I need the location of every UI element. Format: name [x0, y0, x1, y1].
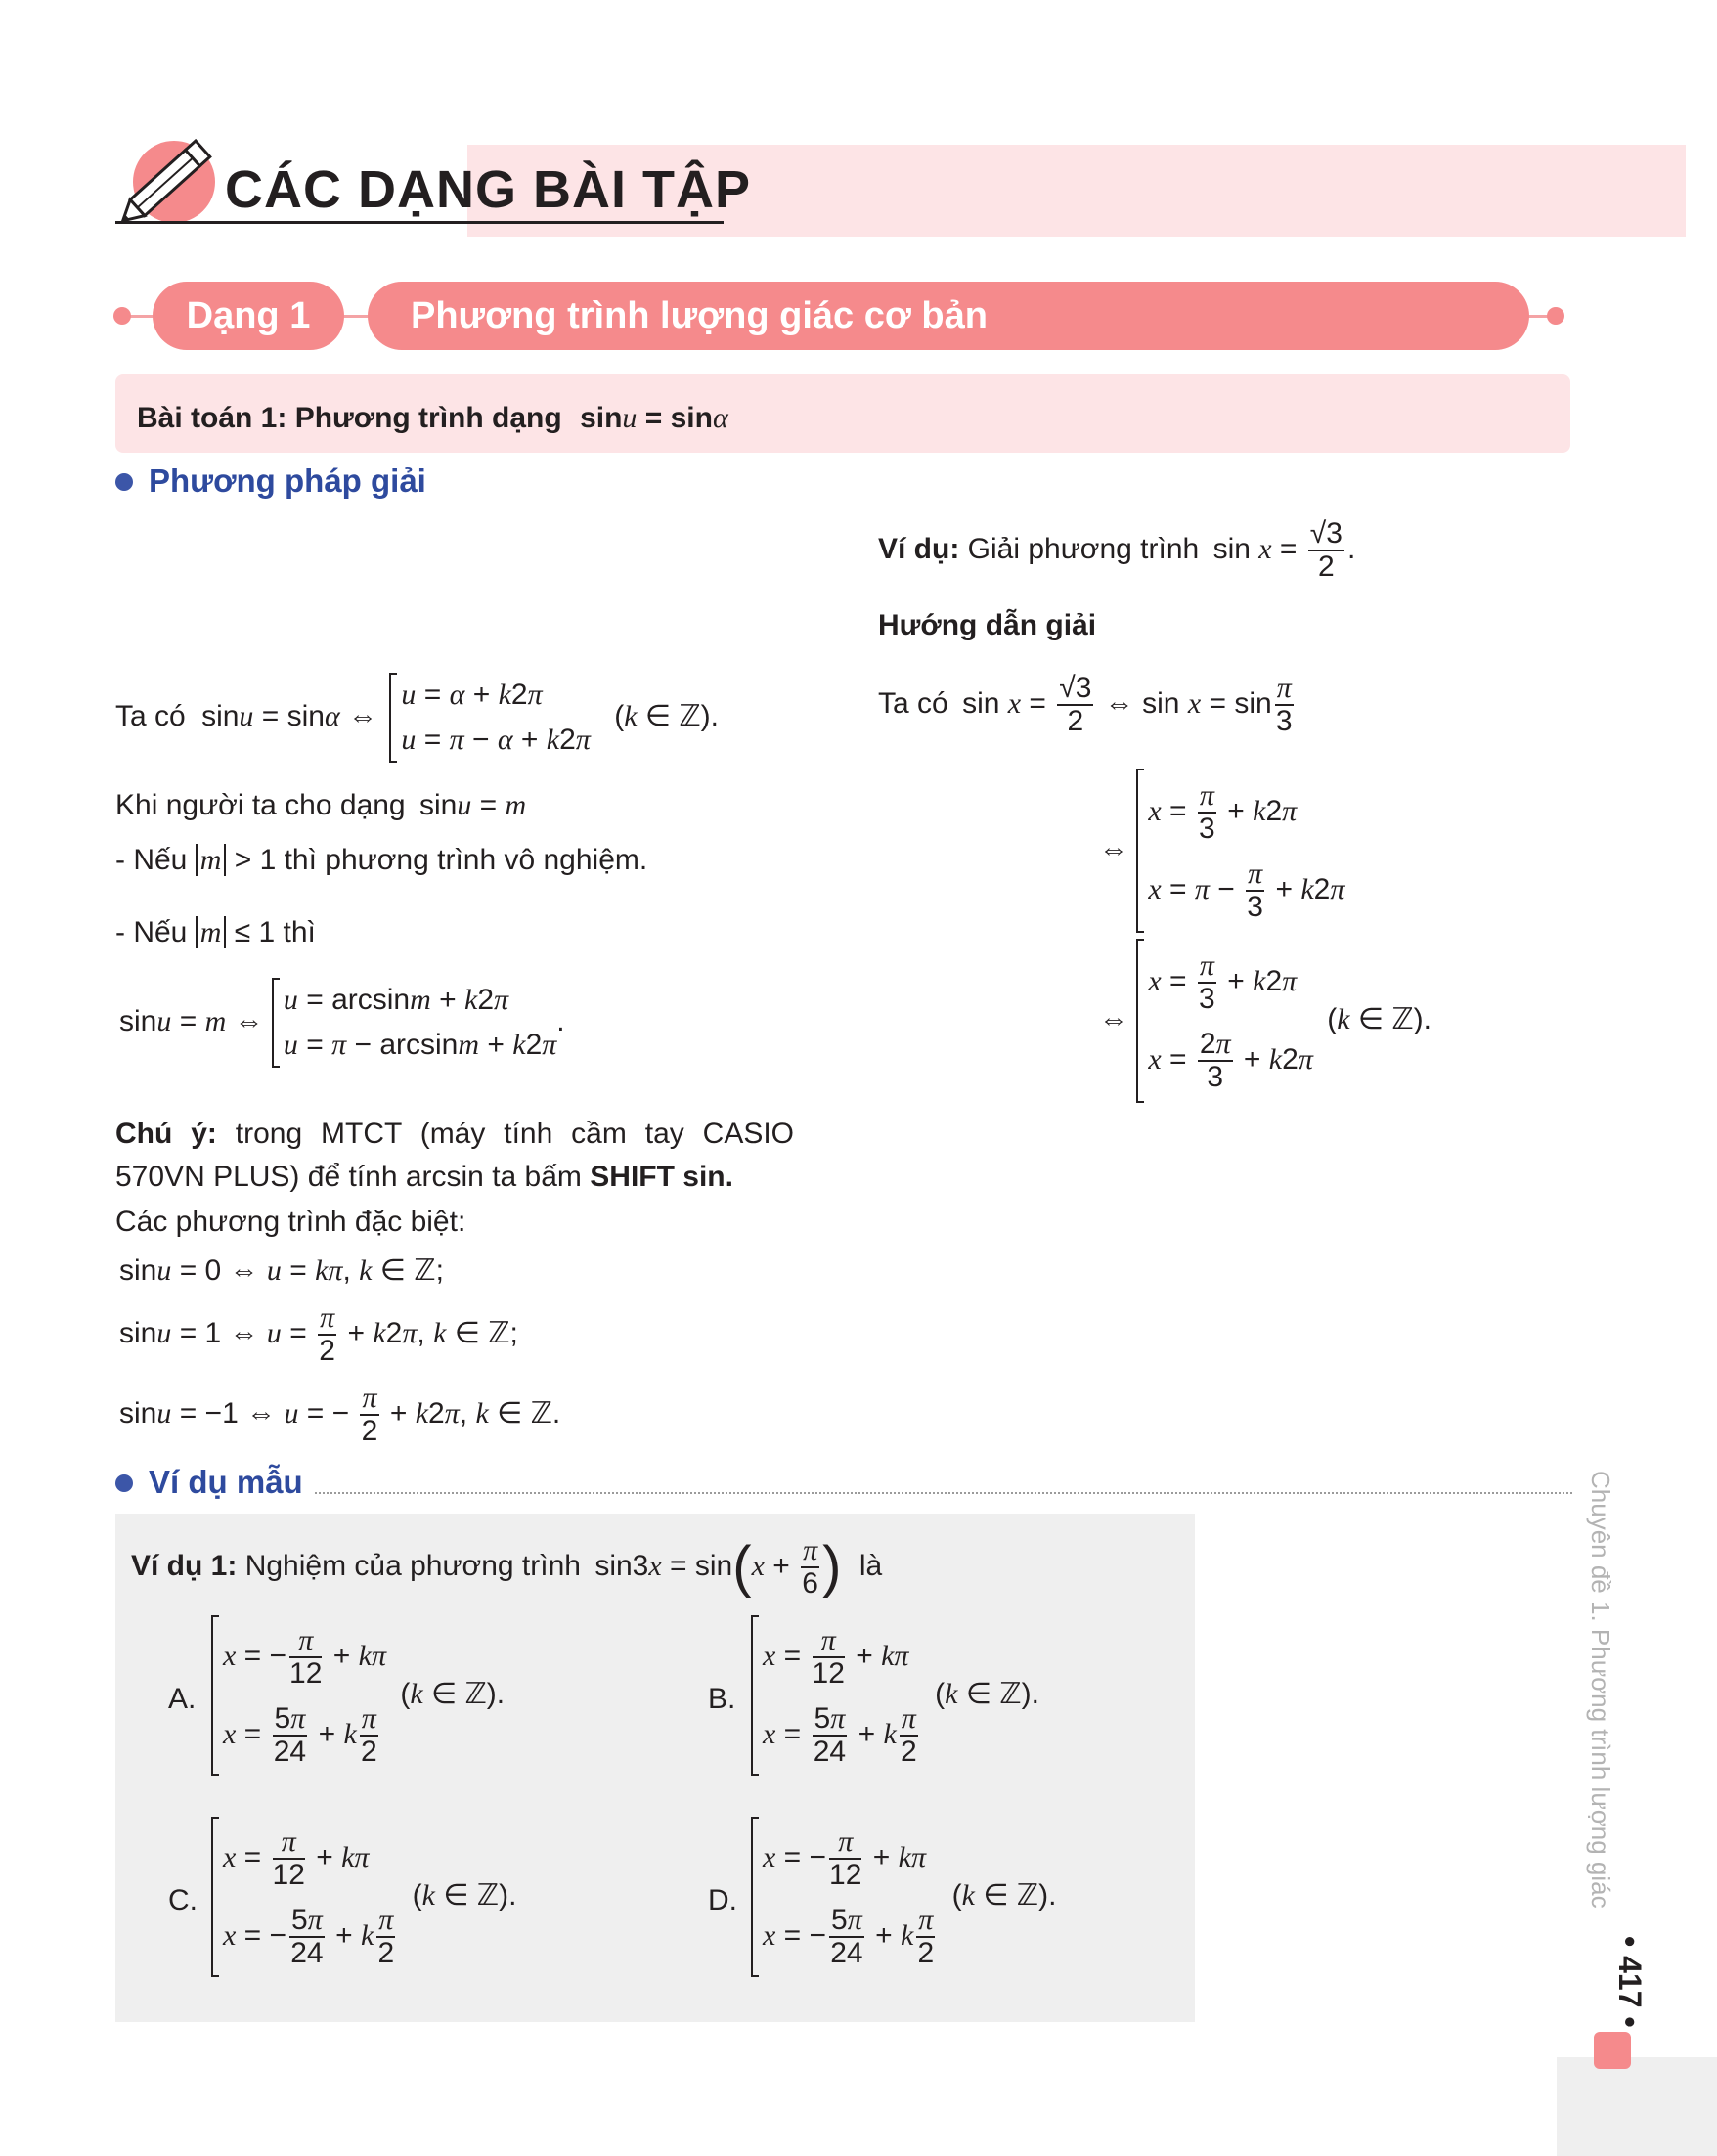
option-b[interactable]: x = $\frac{\pi}{12}$ + kπ x = $\frac{5\pi}{24}$ + k $\frac{\pi}{2}$ (k ∈ ℤ). — [751, 1615, 1039, 1776]
method-formula: Ta có sinu = sinα ⇔ u = α + k2π u = π − α + k2π (k ∈ ℤ). — [115, 673, 719, 763]
examples-dot — [115, 1474, 133, 1492]
example-step3: ⇔ x = $\frac{\pi}{3}$ + k2π x = $\frac{2\pi}{3}$ + k2π (k ∈ ℤ). — [1099, 939, 1431, 1103]
special-3: sinu = −1 ⇔ u = − $\frac{\pi}{2}$ + k2π, k ∈ ℤ. — [119, 1382, 561, 1447]
dang-label: Dạng 1 — [153, 282, 344, 350]
special-1: sinu = 0 ⇔ u = kπ, k ∈ ℤ; — [119, 1254, 444, 1287]
page-number: • 417 • — [1612, 1936, 1648, 2028]
section-dot — [115, 473, 133, 491]
dang-dot-right — [1547, 307, 1564, 325]
example-step1: Ta có sin x = $\frac{√3}{2}$ ⇔ sin x = sin $\frac{\pi}{3}$ — [878, 672, 1293, 737]
side-tab-marker — [1594, 2032, 1631, 2069]
examples-heading: Ví dụ mẫu — [149, 1464, 303, 1500]
option-a[interactable]: x = − $\frac{\pi}{12}$ + kπ x = $\frac{5\pi}{24}$ + k $\frac{\pi}{2}$ (k ∈ ℤ). — [211, 1615, 505, 1776]
page-title: CÁC DẠNG BÀI TẬP — [225, 160, 751, 219]
example-guide: Hướng dẫn giải — [878, 609, 1097, 641]
option-a-label[interactable]: A. — [168, 1683, 197, 1715]
example-step2: ⇔ x = $\frac{\pi}{3}$ + k2π x = π − $\frac{\pi}{3}$ + k2π — [1099, 769, 1344, 933]
title-underline — [115, 221, 724, 224]
special-2: sinu = 1 ⇔ u = $\frac{\pi}{2}$ + k2π, k ∈ ℤ; — [119, 1301, 518, 1367]
dotted-separator — [315, 1492, 1572, 1494]
problem-title: Bài toán 1: Phương trình dạng sinu = sinα — [137, 402, 728, 434]
option-c[interactable]: x = $\frac{\pi}{12}$ + kπ x = − $\frac{5\pi}{24}$ + k $\frac{\pi}{2}$ (k ∈ ℤ). — [211, 1817, 516, 1977]
chapter-label: Chuyên đề 1. Phương trình lượng giác — [1586, 1471, 1615, 1909]
option-d-label[interactable]: D. — [708, 1884, 737, 1916]
option-c-label[interactable]: C. — [168, 1884, 198, 1916]
method-neu2: - Nếu m ≤ 1 thì — [115, 916, 316, 948]
dang-dot-left — [113, 307, 131, 325]
example-question: Ví dụ: Giải phương trình sin x = $\frac{√3}{2}$ . — [878, 517, 1356, 583]
pencil-icon — [113, 127, 221, 229]
option-b-label[interactable]: B. — [708, 1683, 736, 1715]
method-heading: Phương pháp giải — [149, 462, 426, 499]
special-heading: Các phương trình đặc biệt: — [115, 1206, 466, 1238]
option-d[interactable]: x = − $\frac{\pi}{12}$ + kπ x = − $\frac{5\pi}{24}$ + k $\frac{\pi}{2}$ (k ∈ ℤ). — [751, 1817, 1056, 1977]
note-line1: Chú ý: trong MTCT (máy tính cầm tay CASIO — [115, 1118, 795, 1150]
example1-question: Ví dụ 1: Nghiệm của phương trình sin3x = sin(x + $\frac{\pi}{6}$ ) là — [131, 1534, 883, 1600]
dang-title: Phương trình lượng giác cơ bản — [368, 282, 1529, 350]
note-line2: 570VN PLUS) để tính arcsin ta bấm SHIFT sin. — [115, 1161, 733, 1193]
method-arcsin: sinu = m ⇔ u = arcsinm + k2π u = π − arcsinm + k2π . — [119, 978, 565, 1068]
method-khi: Khi người ta cho dạng sinu = m — [115, 789, 527, 821]
method-neu1: - Nếu m > 1 thì phương trình vô nghiệm. — [115, 844, 648, 876]
side-tab — [1557, 2057, 1717, 2156]
